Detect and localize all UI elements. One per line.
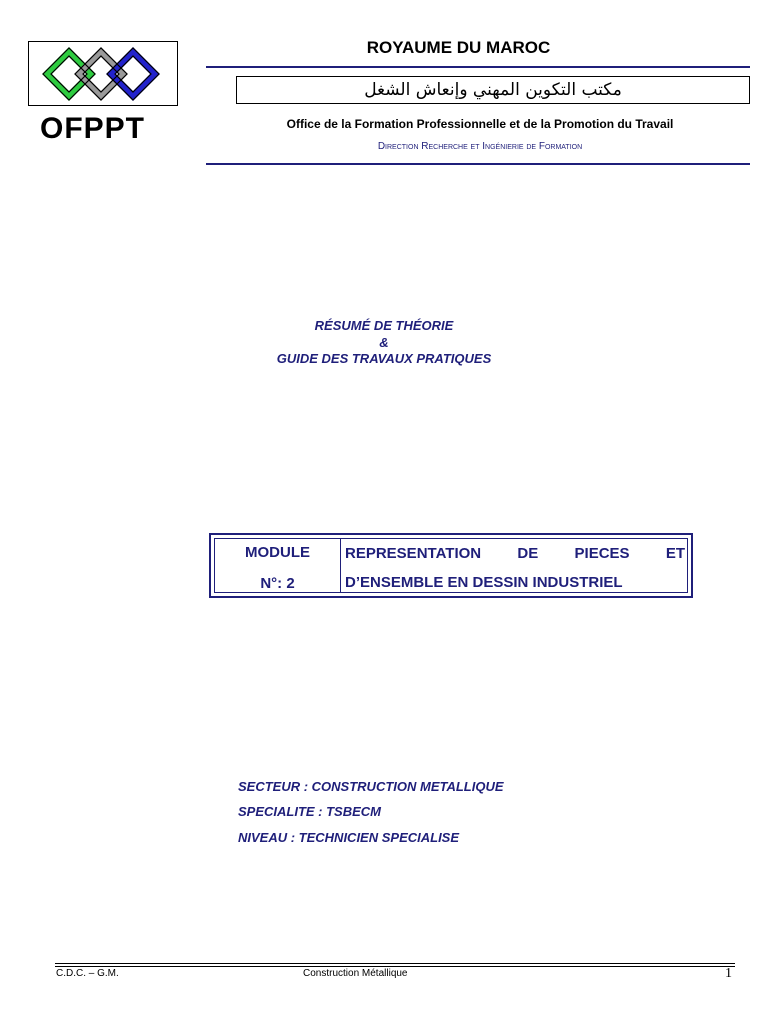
title-guide: GUIDE DES TRAVAUX PRATIQUES [276, 351, 492, 366]
secteur-text: SECTEUR : CONSTRUCTION METALLIQUE [238, 779, 504, 794]
footer-rule [55, 963, 735, 967]
footer-center: Construction Métallique [303, 968, 408, 979]
module-title-cell [341, 539, 687, 592]
office-name: Office de la Formation Professionnelle et de la Promotion du Travail [286, 117, 674, 131]
module-label: MODULE [245, 544, 310, 561]
header-rule-top [206, 66, 750, 68]
niveau-text: NIVEAU : TECHNICIEN SPECIALISE [238, 830, 460, 845]
module-title-line2: D’ENSEMBLE EN DESSIN INDUSTRIEL [345, 574, 623, 591]
specialite-text: SPECIALITE : TSBECM [238, 804, 382, 819]
module-title-line1: REPRESENTATION DE PIECES ET [345, 545, 685, 562]
direction-name: Direction Recherche et Ingénierie de Formation [377, 141, 583, 152]
ofppt-logo-icon [39, 46, 169, 102]
module-number-cell [215, 539, 341, 592]
header-rule-bottom [206, 163, 750, 165]
footer-left: C.D.C. – G.M. [56, 968, 119, 979]
country-title: ROYAUME DU MAROC [366, 38, 551, 57]
module-table [209, 533, 693, 598]
ofppt-logo [28, 41, 178, 106]
title-ampersand: & [379, 335, 389, 350]
arabic-name-box: مكتب التكوين المهني وإنعاش الشغل [236, 76, 750, 104]
page-number: 1 [725, 966, 732, 981]
logo-text: OFPPT [40, 112, 146, 145]
title-resume: RÉSUMÉ DE THÉORIE [314, 318, 454, 333]
module-number: N°: 2 [260, 575, 295, 592]
